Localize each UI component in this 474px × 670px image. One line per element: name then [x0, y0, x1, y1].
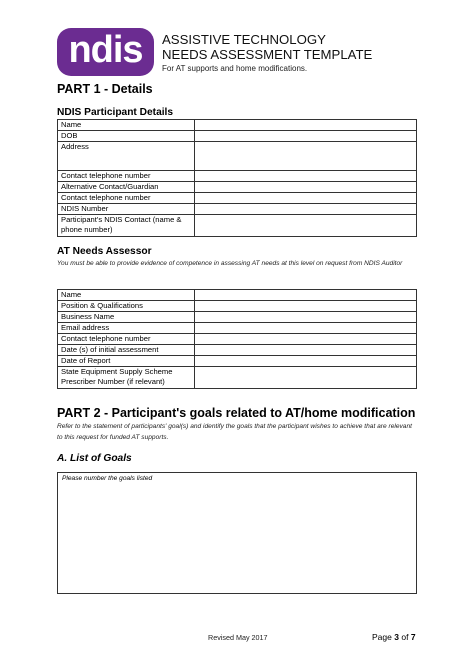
field-input[interactable] [195, 367, 417, 389]
field-input[interactable] [195, 290, 417, 301]
table-row [58, 312, 417, 323]
field-label: Contact telephone number [58, 334, 195, 345]
table-row [58, 204, 417, 215]
field-input[interactable] [195, 345, 417, 356]
assessor-details-table [57, 289, 417, 389]
field-label: DOB [58, 131, 195, 142]
field-label: Address [58, 142, 195, 171]
field-input[interactable] [195, 171, 417, 182]
table-row [58, 120, 417, 131]
field-label: Date of Report [58, 356, 195, 367]
table-row [58, 142, 417, 171]
part1-heading: PART 1 - Details [57, 82, 153, 96]
field-input[interactable] [195, 356, 417, 367]
field-input[interactable] [195, 204, 417, 215]
table-row [58, 323, 417, 334]
field-input[interactable] [195, 215, 417, 237]
table-row [58, 301, 417, 312]
table-row [58, 171, 417, 182]
field-input[interactable] [195, 182, 417, 193]
field-label: Name [58, 120, 195, 131]
table-row [58, 290, 417, 301]
field-label: Name [58, 290, 195, 301]
page-prefix: Page [372, 632, 392, 642]
title-line-1: ASSISTIVE TECHNOLOGY [162, 32, 326, 47]
assessor-note: You must be able to provide evidence of competence in assessing AT needs at this level on request from NDIS Auditor [57, 260, 403, 267]
table-row [58, 193, 417, 204]
field-label: NDIS Number [58, 204, 195, 215]
field-input[interactable] [195, 301, 417, 312]
field-input[interactable] [195, 334, 417, 345]
field-label: Contact telephone number [58, 193, 195, 204]
part2-heading: PART 2 - Participant's goals related to AT/home modification [57, 406, 416, 420]
table-row [58, 356, 417, 367]
field-label: Contact telephone number [58, 171, 195, 182]
document-subtitle: For AT supports and home modifications. [162, 64, 308, 73]
table-row [58, 131, 417, 142]
document-title [162, 32, 372, 62]
field-input[interactable] [195, 131, 417, 142]
logo-text: ndis [68, 29, 143, 71]
field-input[interactable] [195, 193, 417, 204]
assessor-heading: AT Needs Assessor [57, 246, 152, 257]
revision-date: Revised May 2017 [208, 633, 268, 642]
field-label: Alternative Contact/Guardian [58, 182, 195, 193]
page-current: 3 [394, 632, 399, 642]
field-label: Date (s) of initial assessment [58, 345, 195, 356]
goals-prompt: Please number the goals listed [62, 475, 153, 482]
table-row [58, 367, 417, 389]
page-number [372, 632, 416, 642]
field-label: State Equipment Supply Scheme Prescriber Number (if relevant) [58, 367, 195, 389]
list-of-goals-heading: A. List of Goals [57, 453, 132, 464]
table-row [58, 345, 417, 356]
field-label: Email address [58, 323, 195, 334]
field-label: Position & Qualifications [58, 301, 195, 312]
field-input[interactable] [195, 312, 417, 323]
page-total: 7 [410, 632, 416, 642]
field-input[interactable] [195, 120, 417, 131]
field-input[interactable] [195, 323, 417, 334]
page-of: of [401, 632, 409, 642]
title-line-2: NEEDS ASSESSMENT TEMPLATE [162, 47, 373, 62]
ndis-logo [57, 28, 154, 76]
goals-textarea[interactable] [57, 472, 417, 594]
field-input[interactable] [195, 142, 417, 171]
part2-note: Refer to the statement of participants' goal(s) and identify the goals that the participant wishes to achieve that are relevant to this request for funded AT supports. [57, 423, 412, 441]
participant-details-heading: NDIS Participant Details [57, 107, 174, 118]
table-row [58, 334, 417, 345]
field-label: Business Name [58, 312, 195, 323]
field-label: Participant's NDIS Contact (name & phone number) [58, 215, 195, 237]
participant-details-table [57, 119, 417, 237]
table-row [58, 182, 417, 193]
table-row [58, 215, 417, 237]
